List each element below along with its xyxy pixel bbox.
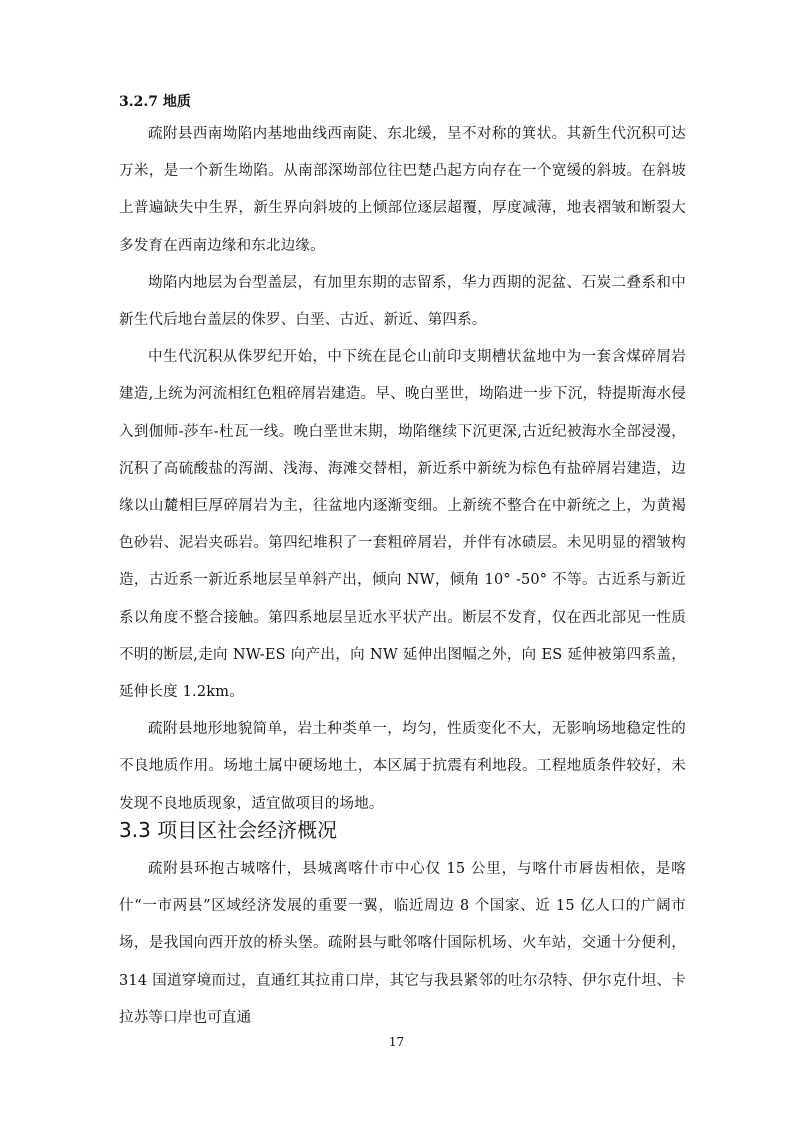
socioeconomic-paragraph-1: 疏附县环抱古城喀什，县城离喀什市中心仅 15 公里，与喀什市唇齿相依，是喀什“一市两县”区域经济发展的重要一翼，临近周边 8 个国家、近 15 亿人口的广阔市场，是我国向西开放的桥头堡。疏附县与毗邻喀什国际机场、火车站，交通十分便利，314 国道穿境而过，直通红其拉甫口岸，其它与我县紧邻的吐尔尕特、伊尔克什坦、卡拉苏等口岸也可直通: [119, 861, 686, 1026]
page-number: 17: [388, 1035, 405, 1049]
geology-paragraph-4: 疏附县地形地貌简单，岩土种类单一，均匀，性质变化不大，无影响场地稳定性的不良地质作用。场地土属中硬场地土，本区属于抗震有利地段。工程地质条件较好，未发现不良地质现象，适宜做项目的场地。: [119, 721, 686, 812]
subsection-title: 3.2.7 地质: [119, 94, 191, 110]
section-title: 3.3 项目区社会经济概况: [119, 818, 338, 842]
geology-paragraph-3: 中生代沉积从侏罗纪开始，中下统在昆仑山前印支期槽状盆地中为一套含煤碎屑岩建造,上统为河流相红色粗碎屑岩建造。早、晚白垩世，坳陷进一步下沉，特提斯海水侵入到伽师-莎车-杜瓦一线。晚白垩世末期，坳陷继续下沉更深,古近纪被海水全部浸漫，沉积了高硫酸盐的泻湖、浅海、海滩交替相，新近系中新统为棕色有盐碎屑岩建造，边缘以山麓相巨厚碎屑岩为主，往盆地内逐渐变细。上新统不整合在中新统之上，为黄褐色砂岩、泥岩夹砾岩。第四纪堆积了一套粗碎屑岩，并伴有冰碛层。未见明显的褶皱构造，古近系一新近系地层呈单斜产出，倾向 NW，倾角 10° -50° 不等。古近系与新近系以角度不整合接触。第四系地层呈近水平状产出。断层不发育，仅在西北部见一性质不明的断层,走向 NW-ES 向产出，向 NW 延伸出图幅之外，向 ES 延伸被第四系盖，延伸长度 1.2km。: [119, 349, 686, 701]
socioeconomic-section-body: [119, 851, 686, 1037]
geology-section-body: [119, 116, 686, 823]
geology-paragraph-1: 疏附县西南坳陷内基地曲线西南陡、东北缓，呈不对称的箕状。其新生代沉积可达万米，是一个新生坳陷。从南部深坳部位往巴楚凸起方向存在一个宽缓的斜坡。在斜坡上普遍缺失中生界，新生界向斜坡的上倾部位逐层超覆，厚度减薄，地表褶皱和断裂大多发育在西南边缘和东北边缘。: [119, 126, 686, 254]
geology-paragraph-2: 坳陷内地层为台型盖层，有加里东期的志留系，华力西期的泥盆、石炭二叠系和中新生代后地台盖层的侏罗、白垩、古近、新近、第四系。: [119, 274, 686, 329]
